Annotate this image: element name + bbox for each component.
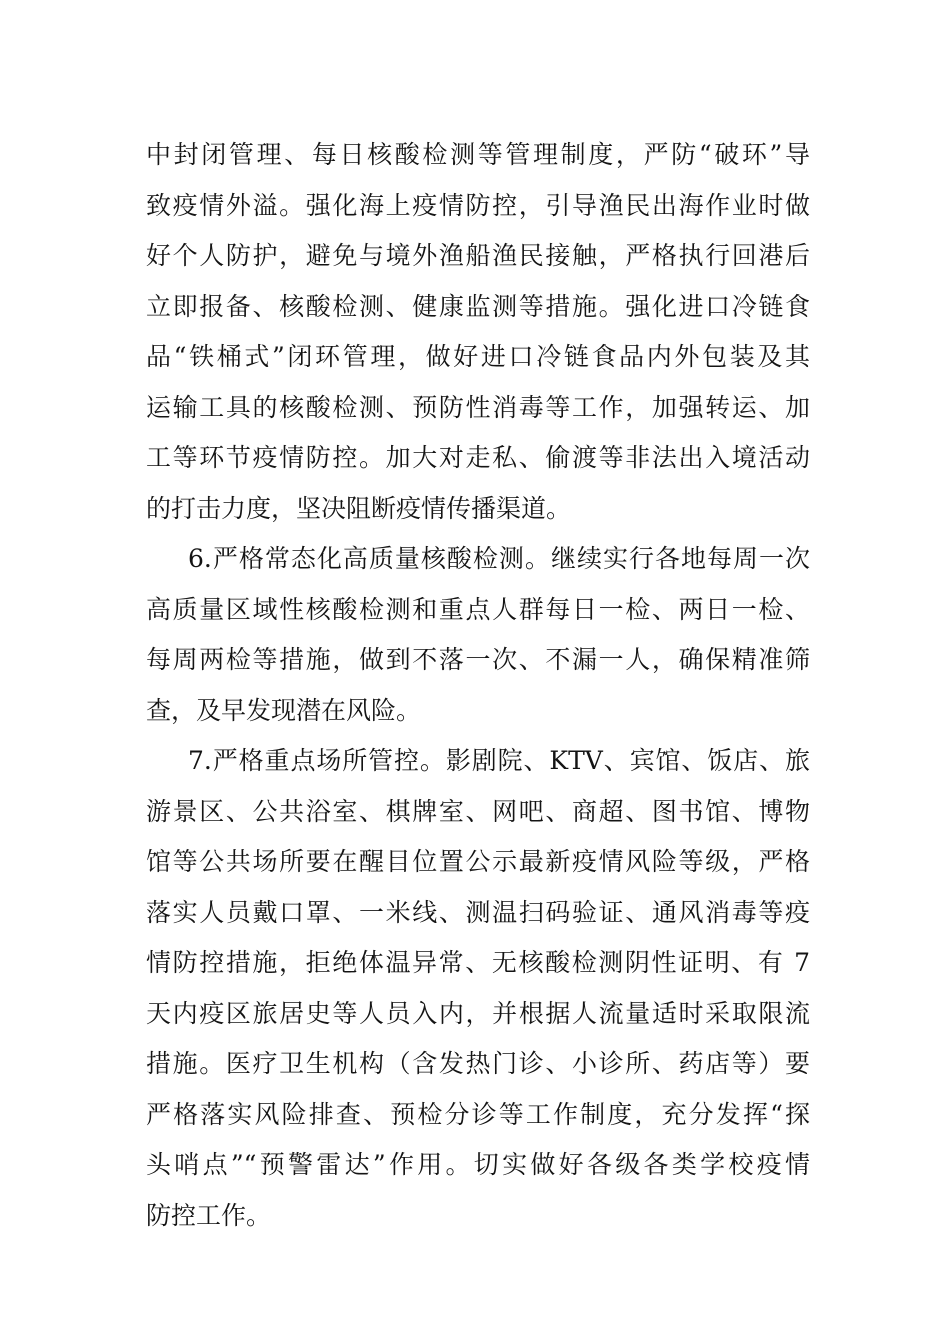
text-line: 查，及早发现潜在风险。 — [146, 695, 422, 725]
text-line: 7.严格重点场所管控。影剧院、KTV、宾馆、饭店、旅 — [188, 746, 810, 775]
text-line: 情防控措施，拒绝体温异常、无核酸检测阴性证明、有 7 — [146, 948, 810, 977]
text-line: 品“铁桶式”闭环管理，做好进口冷链食品内外包装及其 — [146, 342, 810, 371]
text-line: 严格落实风险排查、预检分诊等工作制度，充分发挥“探 — [146, 1099, 810, 1129]
text-line: 运输工具的核酸检测、预防性消毒等工作，加强转运、加 — [146, 392, 810, 422]
text-line: 中封闭管理、每日核酸检测等管理制度，严防“破环”导 — [146, 140, 810, 169]
text-line: 落实人员戴口罩、一米线、测温扫码验证、通风消毒等疫 — [146, 897, 810, 927]
text-line: 天内疫区旅居史等人员入内，并根据人流量适时采取限流 — [146, 998, 810, 1028]
text-line: 馆等公共场所要在醒目位置公示最新疫情风险等级，严格 — [146, 847, 810, 876]
text-line: 6.严格常态化高质量核酸检测。继续实行各地每周一次 — [188, 544, 810, 573]
text-line: 每周两检等措施，做到不落一次、不漏一人，确保精准筛 — [146, 645, 810, 674]
paragraph-item-6-nucleic-testing — [146, 534, 810, 736]
text-line: 好个人防护，避免与境外渔船渔民接触，严格执行回港后 — [146, 241, 810, 270]
text-line: 工等环节疫情防控。加大对走私、偷渡等非法出入境活动 — [146, 443, 810, 472]
paragraph-cold-chain-control — [146, 130, 810, 534]
text-line: 致疫情外溢。强化海上疫情防控，引导渔民出海作业时做 — [146, 190, 810, 220]
document-body — [146, 130, 810, 1241]
text-line: 措施。医疗卫生机构（含发热门诊、小诊所、药店等）要 — [146, 1049, 810, 1078]
text-line: 立即报备、核酸检测、健康监测等措施。强化进口冷链食 — [146, 291, 810, 321]
text-line: 头哨点”“预警雷达”作用。切实做好各级各类学校疫情 — [146, 1150, 810, 1179]
text-line: 高质量区域性核酸检测和重点人群每日一检、两日一检、 — [146, 594, 810, 624]
paragraph-item-7-key-venues — [146, 736, 810, 1241]
text-line: 的打击力度，坚决阻断疫情传播渠道。 — [146, 493, 572, 523]
text-line: 游景区、公共浴室、棋牌室、网吧、商超、图书馆、博物 — [146, 796, 810, 826]
text-line: 防控工作。 — [146, 1200, 272, 1230]
